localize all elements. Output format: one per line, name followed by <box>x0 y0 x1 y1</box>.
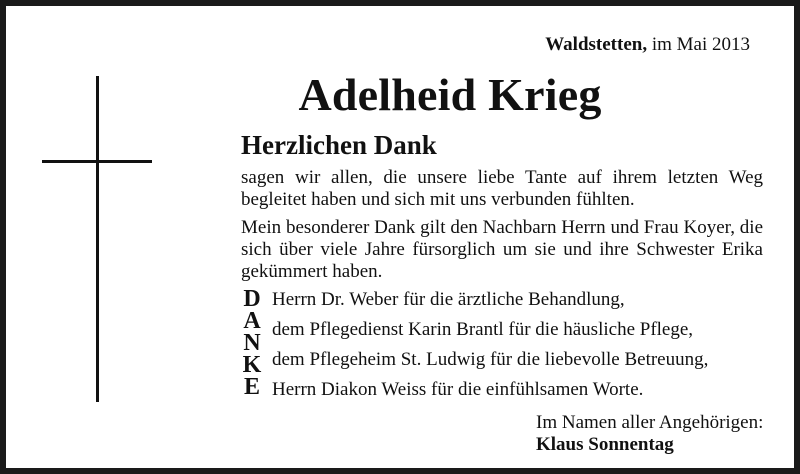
thanks-line-2: dem Pflegedienst Karin Brantl für die häusliche Pflege, <box>272 319 694 340</box>
danke-letter-n: N <box>243 330 261 356</box>
deceased-name: Adelheid Krieg <box>298 69 602 120</box>
place: Waldstetten, <box>545 34 648 55</box>
paragraph-2: Mein besonderer Dank gilt den Nachbarn Herrn und Frau Koyer, die sich über viele Jahre fürsorglich um sie und ihre Schwester Erika gekümmert haben. <box>241 217 763 282</box>
danke-letter-e: E <box>243 374 260 400</box>
paragraph-1: sagen wir allen, die unsere liebe Tante auf ihrem letzten Weg begleitet haben und sich mit uns verbunden fühlten. <box>241 167 763 210</box>
danke-letter-d: D <box>243 286 261 312</box>
thanks-line-3: dem Pflegeheim St. Ludwig für die liebevolle Betreuung, <box>272 349 709 370</box>
signature-label: Im Namen aller Angehörigen: <box>536 412 764 433</box>
thanks-heading: Herzlichen Dank <box>241 130 437 160</box>
danke-letter-a: A <box>243 308 261 334</box>
place-date-line <box>545 34 750 56</box>
danke-letter-k: K <box>242 352 262 378</box>
thanks-line-1: Herrn Dr. Weber für die ärztliche Behandlung, <box>272 289 625 310</box>
signature-name: Klaus Sonnentag <box>536 434 674 455</box>
cross-icon <box>96 76 99 402</box>
date: im Mai 2013 <box>651 34 750 55</box>
thanks-line-4: Herrn Diakon Weiss für die einfühlsamen Worte. <box>272 379 644 400</box>
cross-icon-bar <box>42 160 152 163</box>
